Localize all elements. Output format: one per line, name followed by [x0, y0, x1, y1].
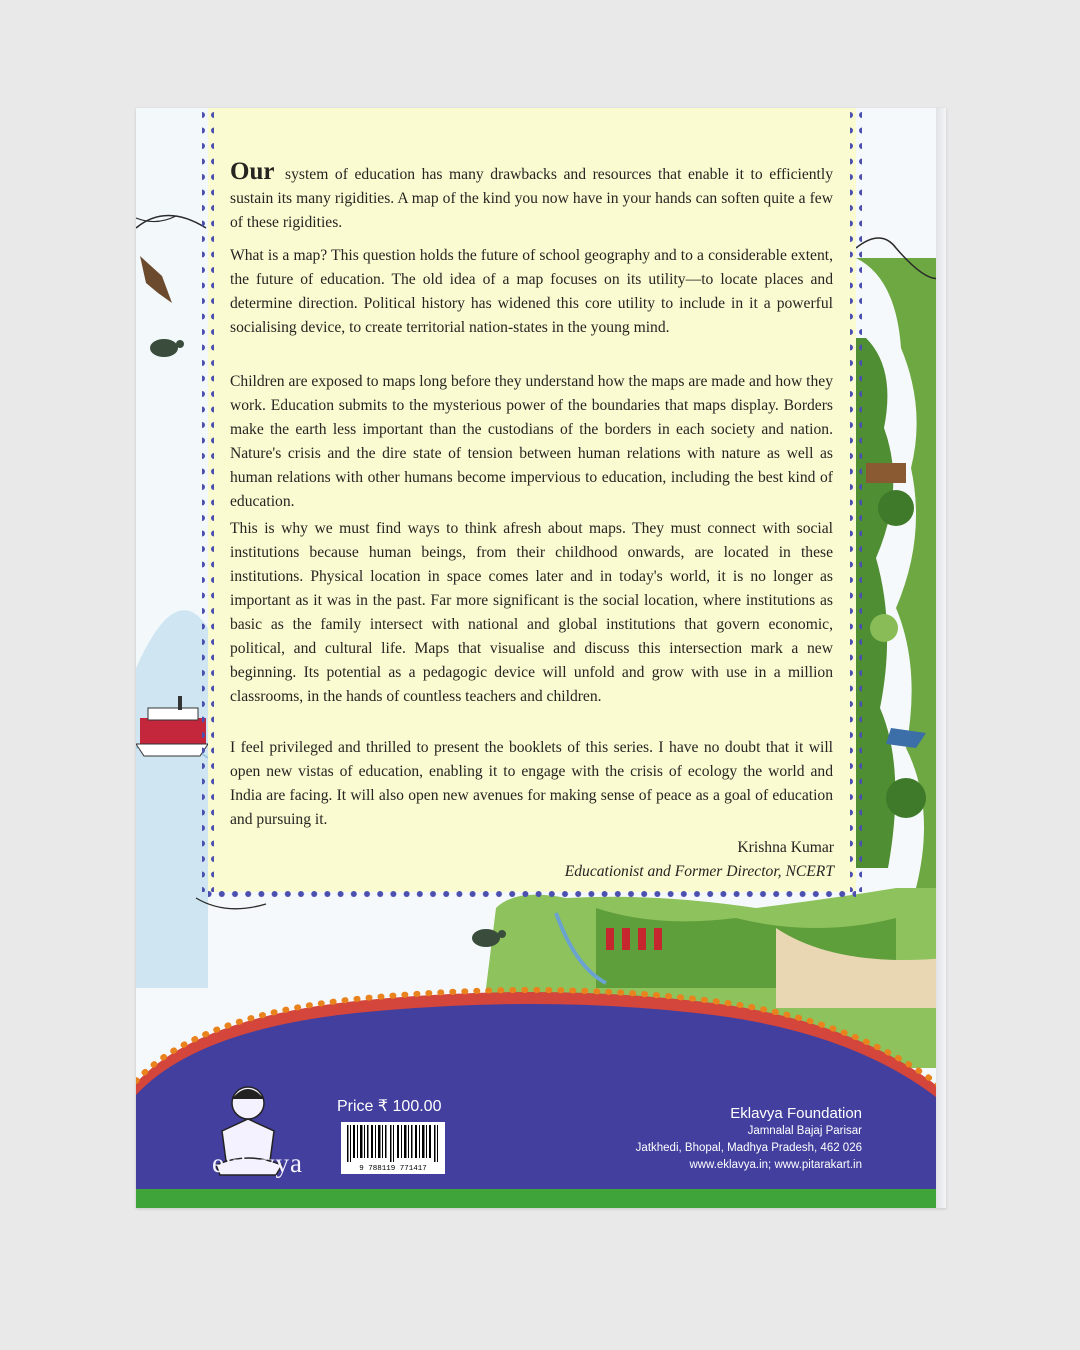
paragraph-2: What is a map? This question holds the future of school geography and to a considerable extent, the future of education. The old idea of a map focuses on its utility—to locate places and determine direction. Political history has widened this core utility to include in it a powerful socialising device, to create territorial nation-states in the young mind.: [230, 247, 833, 336]
publisher-name: Eklavya Foundation: [730, 1105, 862, 1122]
book-spine-edge: [936, 108, 946, 1208]
paragraph-1-text: system of education has many drawbacks and resources that enable it to efficiently sustain its many rigidities. A map of the kind you now have in your hands can soften quite a few of these rigidities.: [230, 166, 833, 231]
price-label: Price ₹ 100.00: [337, 1098, 442, 1115]
publisher-address-line-1: Jamnalal Bajaj Parisar: [747, 1125, 862, 1137]
author-name: Krishna Kumar: [737, 839, 834, 856]
publisher-websites: www.eklavya.in; www.pitarakart.in: [689, 1159, 862, 1171]
eklavya-logo-text: eklavya: [212, 1148, 303, 1178]
paragraph-4: This is why we must find ways to think afresh about maps. They must connect with social institutions because human beings, from their childhood onwards, are located in these institutions. Physical location in space comes later and in today's world, it is no longer as important as it was in the past. Far more significant is the social location, where institutions as basic as the family intersect with national and global institutions that govern economic, political, and cultural life. Maps that visualise and discuss this intersection mark a new beginning. Its potential as a pedagogic device will unfold and grow with use in a million classrooms, in the hands of countless teachers and children.: [230, 520, 833, 705]
barcode-bars: [341, 1122, 445, 1162]
barcode: [341, 1122, 445, 1174]
paragraph-3: Children are exposed to maps long before they understand how the maps are made and how they work. Education submits to the mysterious power of the boundaries that maps display. Borders make the earth less important than the custodians of the borders in each society and nation. Nature's crisis and the dire state of tension between human relations with nature as well as human relations with other humans become impervious to education, including the best kind of education.: [230, 373, 833, 510]
barcode-number: 9 788119 771417: [341, 1165, 445, 1173]
paragraph-1: [230, 160, 833, 235]
book-back-cover: [136, 108, 946, 1208]
dropcap: Our: [230, 158, 275, 185]
paragraph-5: I feel privileged and thrilled to present the booklets of this series. I have no doubt that it will open new vistas of education, enabling it to engage with the crisis of ecology the world and India are facing. It will also open new avenues for making sense of peace as a goal of education and pursuing it.: [230, 739, 833, 828]
author-title: Educationist and Former Director, NCERT: [564, 863, 834, 880]
publisher-address-line-2: Jatkhedi, Bhopal, Madhya Pradesh, 462 026: [635, 1142, 862, 1154]
